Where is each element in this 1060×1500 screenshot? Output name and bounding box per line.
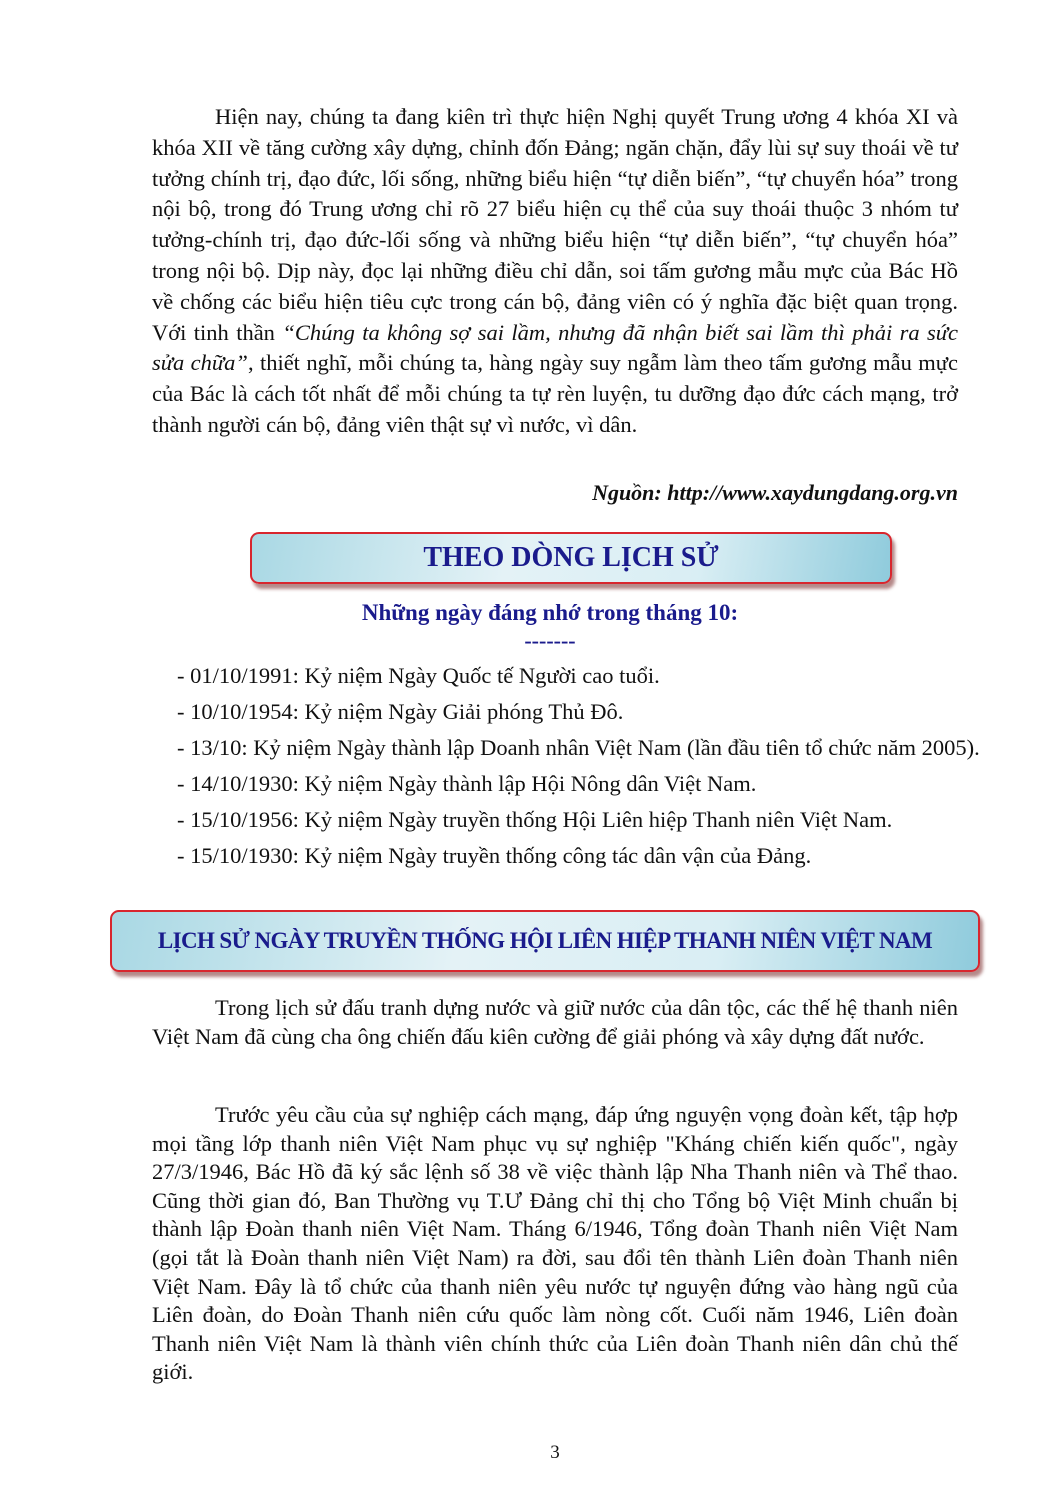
paragraph-text: , thiết nghĩ, mỗi chúng ta, hàng ngày suy ngẫm làm theo tấm gương mẫu mực của Bác là cách tốt nhất để mỗi chúng ta tự rèn luyện, tu dưỡng đạo đức cách mạng, trở thành người cán bộ, đảng viên thật sự vì nước, vì dân. [152,350,958,437]
section-subtitle: Những ngày đáng nhớ trong tháng 10: [361,600,739,625]
list-item: - 01/10/1991: Kỷ niệm Ngày Quốc tế Người cao tuổi. [177,663,660,688]
list-item: - 15/10/1956: Kỷ niệm Ngày truyền thống Hội Liên hiệp Thanh niên Việt Nam. [177,807,893,832]
section-banner-history: THEO DÒNG LỊCH SỬ [250,532,892,584]
list-item: - 13/10: Kỷ niệm Ngày thành lập Doanh nhân Việt Nam (lần đầu tiên tổ chức năm 2005). [177,735,980,760]
source-citation: Nguồn: http://www.xaydungdang.org.vn [592,480,958,505]
list-item: - 10/10/1954: Kỷ niệm Ngày Giải phóng Thủ Đô. [177,699,624,724]
divider: ------- [524,628,576,653]
list-item: - 14/10/1930: Kỷ niệm Ngày thành lập Hội Nông dân Việt Nam. [177,771,757,796]
list-item: - 15/10/1930: Kỷ niệm Ngày truyền thống công tác dân vận của Đảng. [177,843,812,868]
paragraph-text: Hiện nay, chúng ta đang kiên trì thực hiện Nghị quyết Trung ương 4 khóa XI và khóa XII về tăng cường xây dựng, chỉnh đốn Đảng; ngăn chặn, đẩy lùi sự suy thoái về tư tưởng chính trị, đạo đức, lối sống, những biểu hiện “tự diễn biến”, “tự chuyển hóa” trong nội bộ, trong đó Trung ương chỉ rõ 27 biểu hiện cụ thể của suy thoái thuộc 3 nhóm tư tưởng-chính trị, đạo đức-lối sống và những biểu hiện “tự diễn biến”, “tự chuyển hóa” trong nội bộ. Dịp này, đọc lại những điều chỉ dẫn, soi tấm gương mẫu mực của Bác Hồ về chống các biểu hiện tiêu cực trong cán bộ, đảng viên có ý nghĩa đặc biệt quan trọng. Với tinh thần [152,104,958,345]
section-banner-youth-union: LỊCH SỬ NGÀY TRUYỀN THỐNG HỘI LIÊN HIỆP THANH NIÊN VIỆT NAM [110,910,980,972]
memorable-dates-list [139,662,984,878]
body-paragraph: Trong lịch sử đấu tranh dựng nước và giữ nước của dân tộc, các thế hệ thanh niên Việt Nam đã cùng cha ông chiến đấu kiên cường để giải phóng và xây dựng đất nước. [152,995,958,1049]
intro-paragraph [152,102,958,441]
body-paragraph: Trước yêu cầu của sự nghiệp cách mạng, đáp ứng nguyện vọng đoàn kết, tập hợp mọi tầng lớp thanh niên Việt Nam phục vụ sự nghiệp "Kháng chiến kiến quốc", ngày 27/3/1946, Bác Hồ đã ký sắc lệnh số 38 về việc thành lập Nha Thanh niên và Thể thao. Cũng thời gian đó, Ban Thường vụ T.Ư Đảng chỉ thị cho Tổng bộ Việt Minh chuẩn bị thành lập Đoàn thanh niên Việt Nam. Tháng 6/1946, Tổng đoàn Thanh niên Việt Nam (gọi tắt là Đoàn thanh niên Việt Nam) ra đời, sau đổi tên thành Liên đoàn Thanh niên Việt Nam. Đây là tổ chức của thanh niên yêu nước tự nguyện đứng vào hàng ngũ của Liên đoàn, do Đoàn Thanh niên cứu quốc làm nòng cốt. Cuối năm 1946, Liên đoàn Thanh niên Việt Nam là thành viên chính thức của Liên đoàn Thanh niên dân chủ thế giới. [152,1102,958,1385]
quote-text: “Chúng ta không sợ sai lầm, nhưng đã nhận biết sai lầm thì phải ra sức sửa chữa” [152,319,959,376]
page-number: 3 [550,1442,560,1463]
